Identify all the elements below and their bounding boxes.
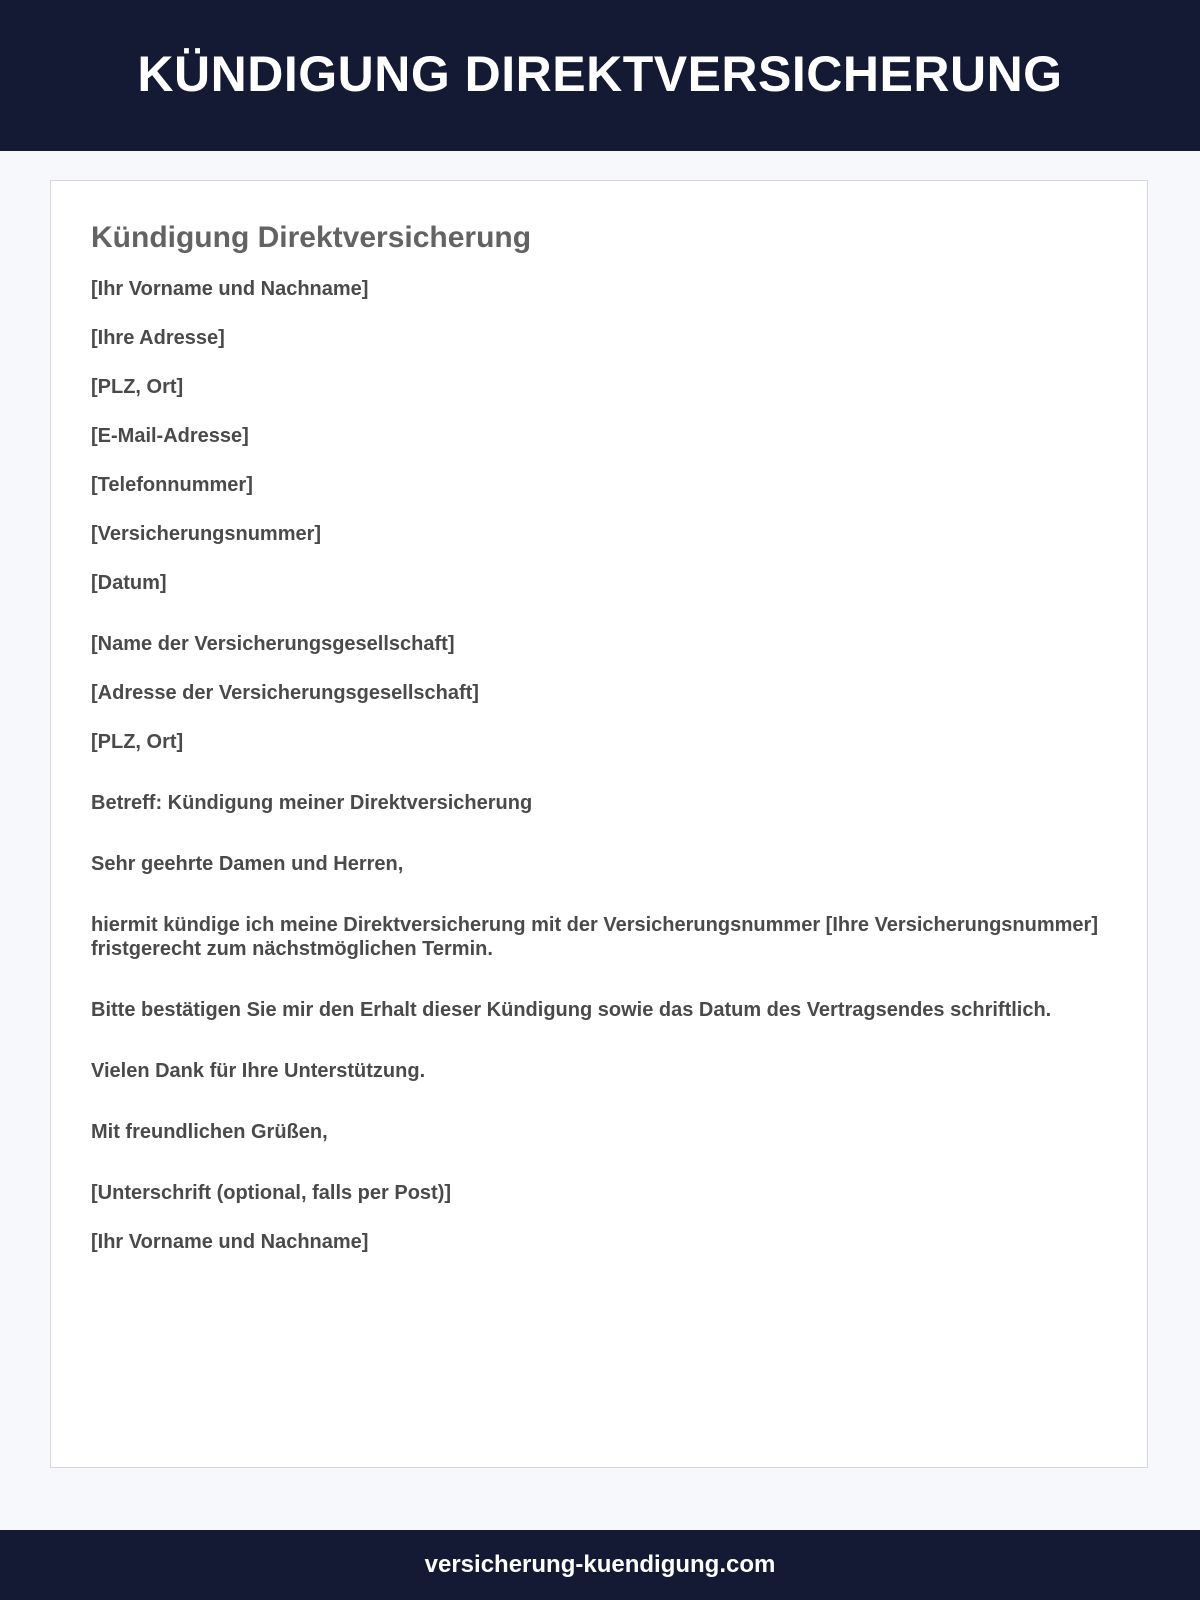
page-header	[0, 0, 1200, 151]
footer-site-name: versicherung-kuendigung.com	[424, 1551, 776, 1578]
letter-title: Kündigung Direktversicherung	[91, 221, 532, 254]
recipient-address: [Adresse der Versicherungsgesellschaft]	[91, 682, 479, 704]
letter-confirmation-request: Bitte bestätigen Sie mir den Erhalt dieser Kündigung sowie das Datum des Vertragsendes schriftlich.	[91, 999, 1052, 1021]
sender-address: [Ihre Adresse]	[91, 327, 225, 349]
letter-body-paragraph: hiermit kündige ich meine Direktversicherung mit der Versicherungsnummer [Ihre Versicherungsnummer] fristgerecht zum nächstmöglichen Termin.	[91, 914, 1098, 960]
letter-signature: [Unterschrift (optional, falls per Post)]	[91, 1182, 452, 1204]
recipient-name: [Name der Versicherungsgesellschaft]	[91, 633, 455, 655]
page-footer	[0, 1530, 1200, 1600]
letter-date: [Datum]	[91, 572, 167, 594]
sender-zip-city: [PLZ, Ort]	[91, 376, 184, 398]
sender-email: [E-Mail-Adresse]	[91, 425, 249, 447]
recipient-zip-city: [PLZ, Ort]	[91, 731, 184, 753]
sender-name: [Ihr Vorname und Nachname]	[91, 278, 369, 300]
letter-signer-name: [Ihr Vorname und Nachname]	[91, 1231, 369, 1253]
sender-policy-number: [Versicherungsnummer]	[91, 523, 322, 545]
letter-card	[50, 180, 1148, 1468]
sender-phone: [Telefonnummer]	[91, 474, 253, 496]
letter-subject: Betreff: Kündigung meiner Direktversicherung	[91, 792, 533, 814]
letter-salutation: Sehr geehrte Damen und Herren,	[91, 853, 404, 875]
letter-thanks: Vielen Dank für Ihre Unterstützung.	[91, 1060, 426, 1082]
page-heading: KÜNDIGUNG DIREKTVERSICHERUNG	[137, 45, 1063, 102]
letter-closing: Mit freundlichen Grüßen,	[91, 1121, 328, 1143]
